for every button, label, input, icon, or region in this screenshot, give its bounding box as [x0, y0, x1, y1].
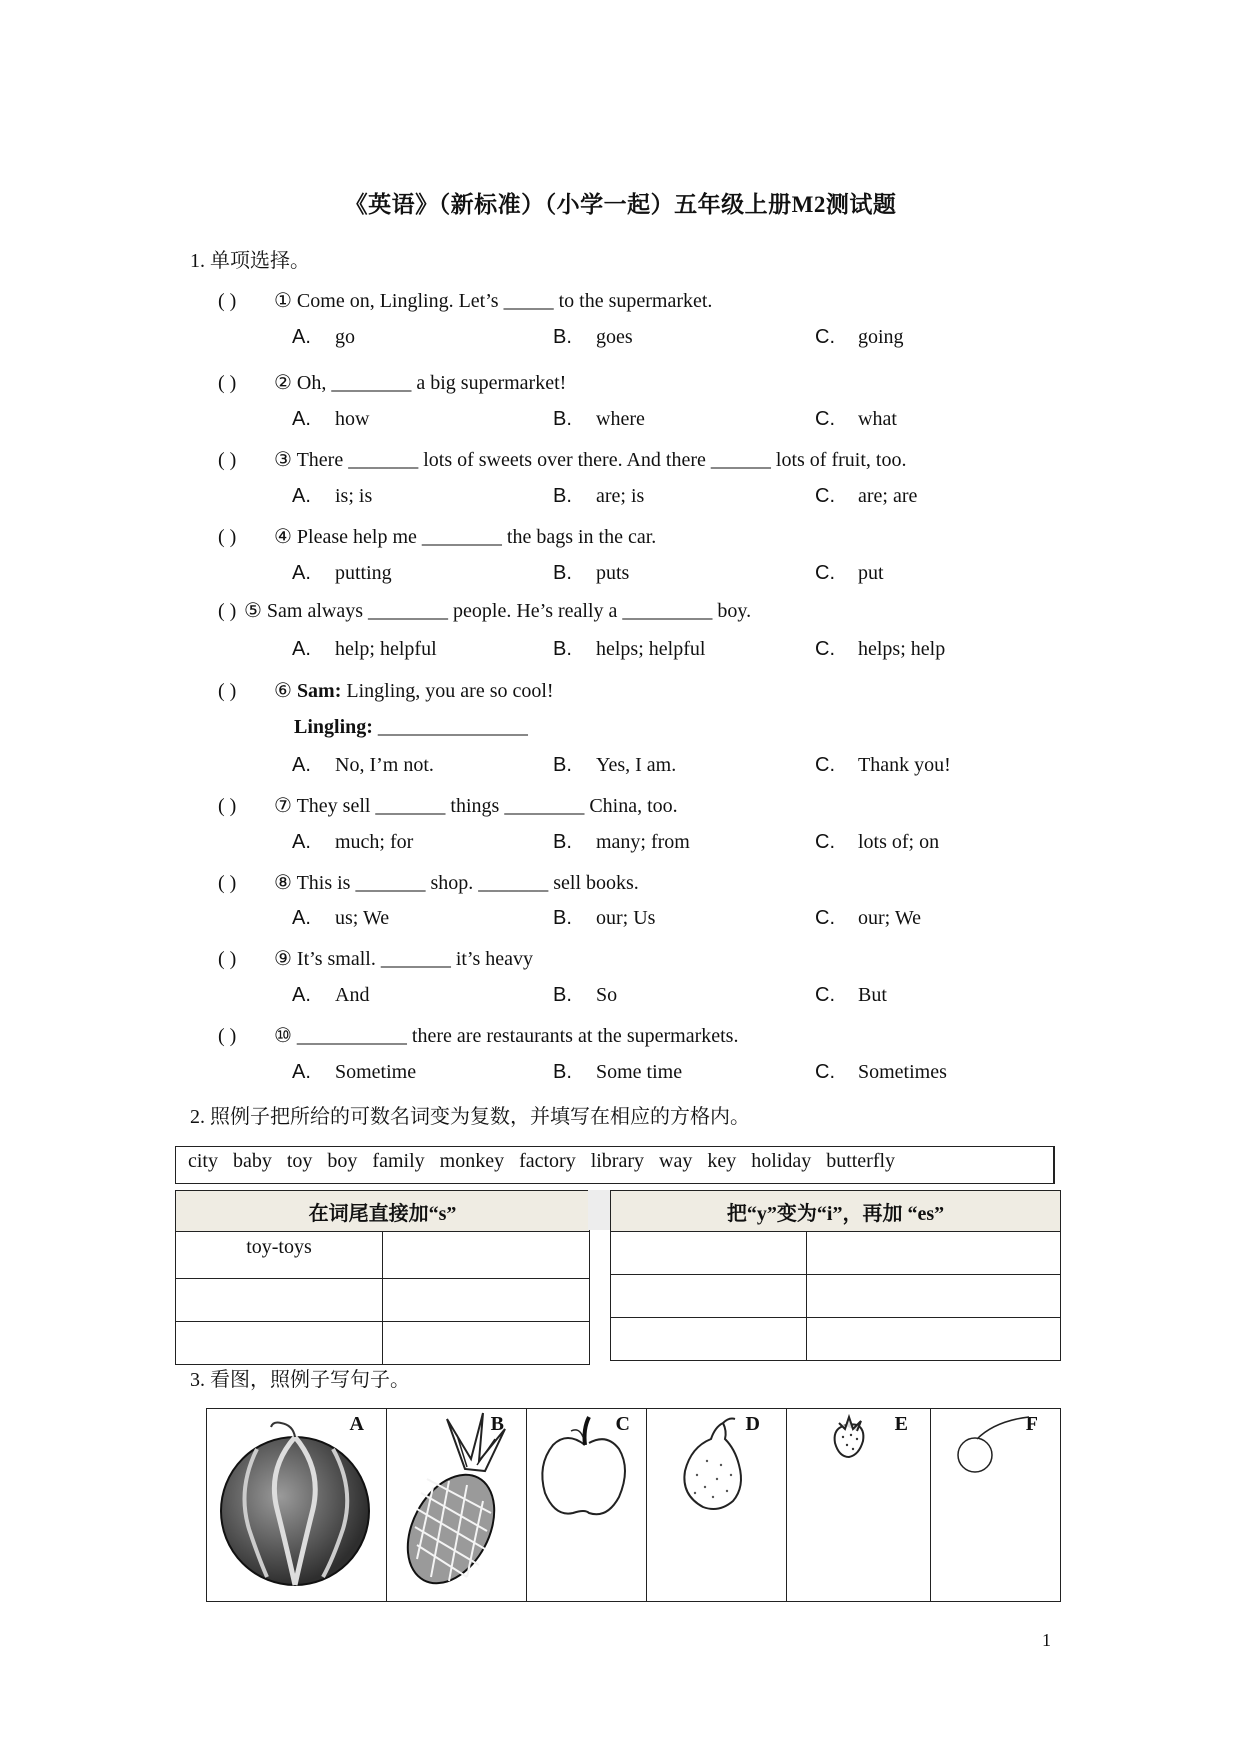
answer-paren[interactable]: ( ) [218, 680, 237, 702]
option-b[interactable]: B. Yes, I am. [553, 754, 677, 776]
speaker-sam: Sam: [296, 680, 342, 702]
question-text: ⑤ Sam always ________ people. He’s really a _________ boy. [244, 600, 752, 622]
question-7 [218, 793, 678, 818]
option-c[interactable]: C. put [815, 562, 884, 584]
answer-paren[interactable]: ( ) [218, 948, 237, 970]
option-b[interactable]: B. puts [553, 562, 630, 584]
picture-label: C [615, 1413, 630, 1435]
picture-cell-c [527, 1409, 647, 1602]
option-a[interactable]: A. much; for [292, 831, 414, 853]
table-header-y-to-i: 把“y”变为“i”，再加 “es” [611, 1191, 1061, 1232]
option-a[interactable]: A. Sometime [292, 1061, 417, 1083]
fruit-picture-table [206, 1408, 1061, 1602]
answer-cell[interactable] [611, 1232, 807, 1275]
answer-paren[interactable]: ( ) [218, 372, 237, 394]
answer-cell[interactable] [807, 1275, 1061, 1318]
question-3 [218, 447, 906, 472]
plural-table-s [175, 1190, 590, 1365]
option-b[interactable]: B. Some time [553, 1061, 683, 1083]
answer-paren[interactable]: ( ) [218, 1025, 237, 1047]
picture-label: A [349, 1413, 364, 1435]
option-b[interactable]: B. our; Us [553, 907, 656, 929]
answer-cell[interactable] [807, 1318, 1061, 1361]
option-b[interactable]: B. many; from [553, 831, 690, 853]
answer-paren[interactable]: ( ) [218, 449, 237, 471]
option-a[interactable]: A. go [292, 326, 355, 348]
answer-paren[interactable]: ( ) [218, 872, 237, 894]
question-text: ⑨ It’s small. _______ it’s heavy [274, 948, 534, 970]
option-b[interactable]: B. where [553, 408, 645, 430]
cherry-icon [931, 1409, 1061, 1601]
picture-label: B [490, 1413, 504, 1435]
picture-label: E [894, 1413, 908, 1435]
question-text: ⑧ This is _______ shop. _______ sell books. [274, 872, 639, 894]
section3-heading: 3. 看图，照例子写句子。 [190, 1369, 410, 1391]
answer-paren[interactable]: ( ) [218, 600, 237, 622]
picture-cell-e [787, 1409, 931, 1602]
plural-table-ies [610, 1190, 1061, 1361]
option-b[interactable]: B. helps; helpful [553, 638, 706, 660]
answer-cell[interactable] [383, 1279, 590, 1322]
option-a[interactable]: A. No, I’m not. [292, 754, 434, 776]
question-text: ② Oh, ________ a big supermarket! [274, 372, 567, 394]
answer-paren[interactable]: ( ) [218, 526, 237, 548]
question-4 [218, 524, 656, 549]
question-text: ⑦ They sell _______ things ________ China, too. [274, 795, 678, 817]
question-9 [218, 946, 533, 971]
option-a[interactable]: A. And [292, 984, 370, 1006]
question-6 [218, 678, 554, 703]
option-c[interactable]: C. Sometimes [815, 1061, 947, 1083]
answer-cell[interactable] [383, 1322, 590, 1365]
option-b[interactable]: B. So [553, 984, 618, 1006]
option-b[interactable]: B. goes [553, 326, 633, 348]
pear-icon [647, 1409, 787, 1601]
reply-blank[interactable]: _______________ [377, 716, 528, 738]
picture-cell-b [387, 1409, 527, 1602]
question-10 [218, 1023, 738, 1048]
option-c[interactable]: C. what [815, 408, 897, 430]
question-8 [218, 870, 639, 895]
question-text: ③ There _______ lots of sweets over there. And there ______ lots of fruit, too. [274, 449, 907, 471]
option-b[interactable]: B. are; is [553, 485, 645, 507]
answer-paren[interactable]: ( ) [218, 290, 237, 312]
option-c[interactable]: C. Thank you! [815, 754, 951, 776]
strawberry-icon [787, 1409, 931, 1601]
option-c[interactable]: C. going [815, 326, 904, 348]
option-c[interactable]: C. helps; help [815, 638, 946, 660]
table-header-add-s: 在词尾直接加“s” [176, 1191, 590, 1232]
answer-cell[interactable] [176, 1322, 383, 1365]
option-c[interactable]: C. But [815, 984, 887, 1006]
speaker-lingling: Lingling: [294, 716, 373, 738]
option-a[interactable]: A. help; helpful [292, 638, 437, 660]
option-a[interactable]: A. how [292, 408, 370, 430]
option-a[interactable]: A. is; is [292, 485, 373, 507]
question-text: ④ Please help me ________ the bags in the car. [274, 526, 657, 548]
option-c[interactable]: C. are; are [815, 485, 918, 507]
answer-cell[interactable] [383, 1232, 590, 1279]
page-title: 《英语》（新标准）（小学一起）五年级上册M2测试题 [344, 192, 897, 217]
picture-cell-d [647, 1409, 787, 1602]
option-c[interactable]: C. lots of; on [815, 831, 940, 853]
picture-cell-a [207, 1409, 387, 1602]
section1-heading: 1. 单项选择。 [190, 250, 310, 272]
section2-heading: 2. 照例子把所给的可数名词变为复数，并填写在相应的方格内。 [190, 1106, 750, 1128]
pineapple-icon [387, 1409, 527, 1601]
answer-cell[interactable] [176, 1279, 383, 1322]
question-5 [218, 598, 751, 623]
page-number: 1 [1042, 1630, 1051, 1650]
question-text: Lingling, you are so cool! [341, 680, 554, 702]
answer-cell[interactable] [611, 1275, 807, 1318]
picture-label: D [745, 1413, 760, 1435]
question-2 [218, 370, 566, 395]
option-c[interactable]: C. our; We [815, 907, 922, 929]
option-a[interactable]: A. us; We [292, 907, 390, 929]
question-text: ① Come on, Lingling. Let’s _____ to the supermarket. [274, 290, 713, 312]
question-text: ⑩ ___________ there are restaurants at the supermarkets. [274, 1025, 739, 1047]
table-gap [588, 1190, 610, 1230]
word-bank: city baby toy boy family monkey factory library way key holiday butterfly [175, 1146, 1055, 1184]
picture-label: F [1025, 1413, 1038, 1435]
answer-paren[interactable]: ( ) [218, 795, 237, 817]
answer-cell[interactable] [807, 1232, 1061, 1275]
apple-icon [527, 1409, 647, 1601]
watermelon-icon [207, 1409, 387, 1601]
example-cell: toy-toys [176, 1232, 383, 1279]
option-a[interactable]: A. putting [292, 562, 392, 584]
question-1 [218, 288, 712, 313]
answer-cell[interactable] [611, 1318, 807, 1361]
picture-cell-f [931, 1409, 1061, 1602]
question-number: ⑥ [274, 680, 292, 702]
question-6-reply [294, 716, 528, 739]
